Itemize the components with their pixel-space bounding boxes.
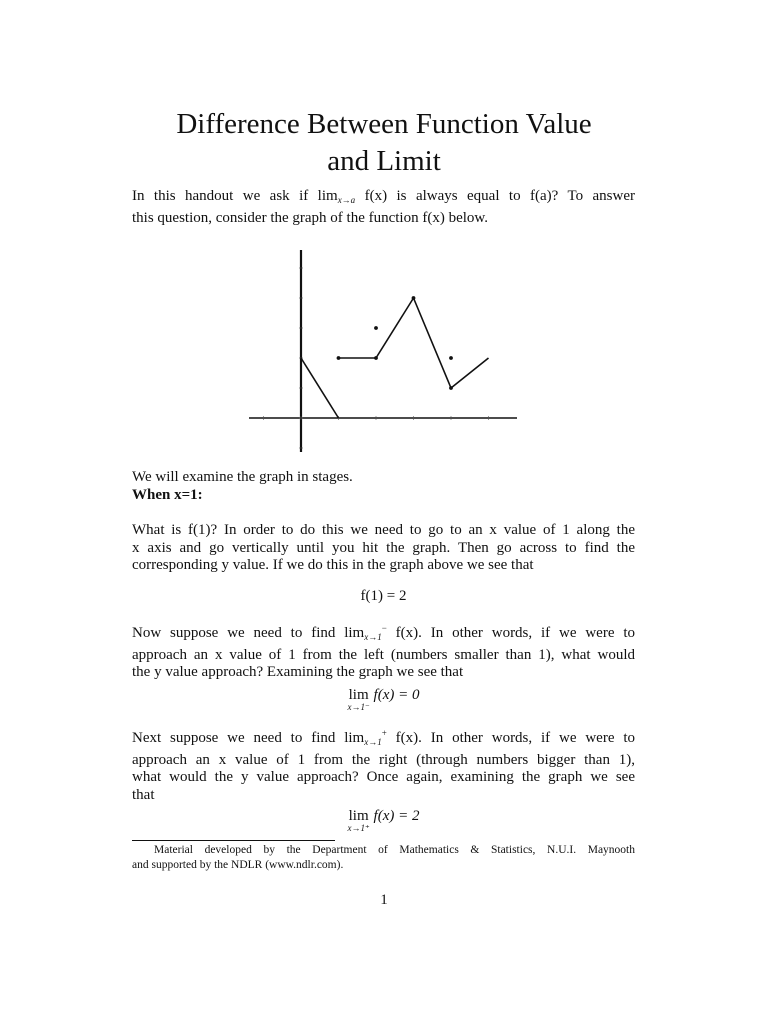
right-limit-line-2: approach an x value of 1 from the right (through numbers bigger than 1),: [132, 751, 635, 768]
right-limit-line-3: what would the y value approach? Once again, examining the graph we see: [132, 769, 635, 785]
stages-paragraph: [132, 469, 635, 504]
graph-segment: [451, 358, 489, 388]
section-heading: When x=1:: [132, 486, 203, 503]
equation-f1: f(1) = 2: [360, 588, 407, 604]
intro-line-1: In this handout we ask if $\lim_{x\to a} f(x)$ is always equal to f(a)? To answer: [132, 188, 635, 205]
footnote-line-1: Material developed by the Department of Mathematics & Statistics, N.U.I. Maynooth: [154, 844, 635, 856]
graph-point: [374, 356, 378, 360]
what-is-line-1: What is f(1)? In order to do this we need to go to an x value of 1 along the: [132, 522, 635, 538]
graph-point: [449, 386, 453, 390]
lim-word: lim: [348, 687, 369, 703]
equation-right-limit: [132, 809, 635, 833]
lim-subscript: x→1⁻: [347, 702, 370, 712]
left-limit-paragraph: [132, 620, 635, 682]
graph-point: [412, 296, 416, 300]
graph-segments: [301, 298, 489, 418]
lim-subscript: x→1⁺: [347, 823, 370, 833]
intro-line-2: this question, consider the graph of the function f(x) below.: [132, 209, 489, 226]
right-limit-line-4: that: [132, 786, 155, 803]
title-line-2: and Limit: [327, 145, 441, 177]
function-graph: [245, 248, 521, 454]
graph-point: [374, 326, 378, 330]
page-title: [100, 106, 668, 180]
intro-paragraph: [132, 188, 635, 227]
graph-dots: [337, 296, 453, 390]
what-is-paragraph: [132, 522, 635, 575]
stages-text: We will examine the graph in stages.: [132, 469, 353, 485]
what-is-line-2: x axis and go vertically until you hit the graph. Then go across to find the: [132, 539, 635, 556]
left-limit-line-3: the y value approach? Examining the graph we see that: [132, 664, 464, 680]
footnote-line-2: and supported by the NDLR (www.ndlr.com).: [132, 859, 344, 871]
graph-point: [337, 356, 341, 360]
footnote: [132, 843, 635, 873]
left-limit-line-2: approach an x value of 1 from the left (numbers smaller than 1), what would: [132, 646, 635, 663]
lim-expression: f(x) = 2: [373, 808, 420, 824]
graph-point: [449, 356, 453, 360]
page-number: 1: [380, 892, 388, 908]
title-line-1: Difference Between Function Value: [176, 108, 592, 140]
lim-expression: f(x) = 0: [373, 687, 420, 703]
right-limit-line-1: Next suppose we need to find $\lim_{x\to 1}^+ f(x)$. In other words, if we were to: [132, 728, 635, 747]
right-limit-paragraph: [132, 725, 635, 804]
graph-segment: [414, 298, 452, 388]
what-is-line-3: corresponding y value. If we do this in the graph above we see that: [132, 557, 534, 573]
graph-axes: [249, 250, 521, 452]
lim-word: lim: [348, 808, 369, 824]
graph-segment: [301, 358, 339, 418]
equation-left-limit: [132, 688, 635, 712]
left-limit-line-1: Now suppose we need to find $\lim_{x\to 1}^- f(x)$. In other words, if we were to: [132, 623, 635, 642]
graph-segment: [376, 298, 414, 358]
footnote-rule: [132, 840, 335, 841]
